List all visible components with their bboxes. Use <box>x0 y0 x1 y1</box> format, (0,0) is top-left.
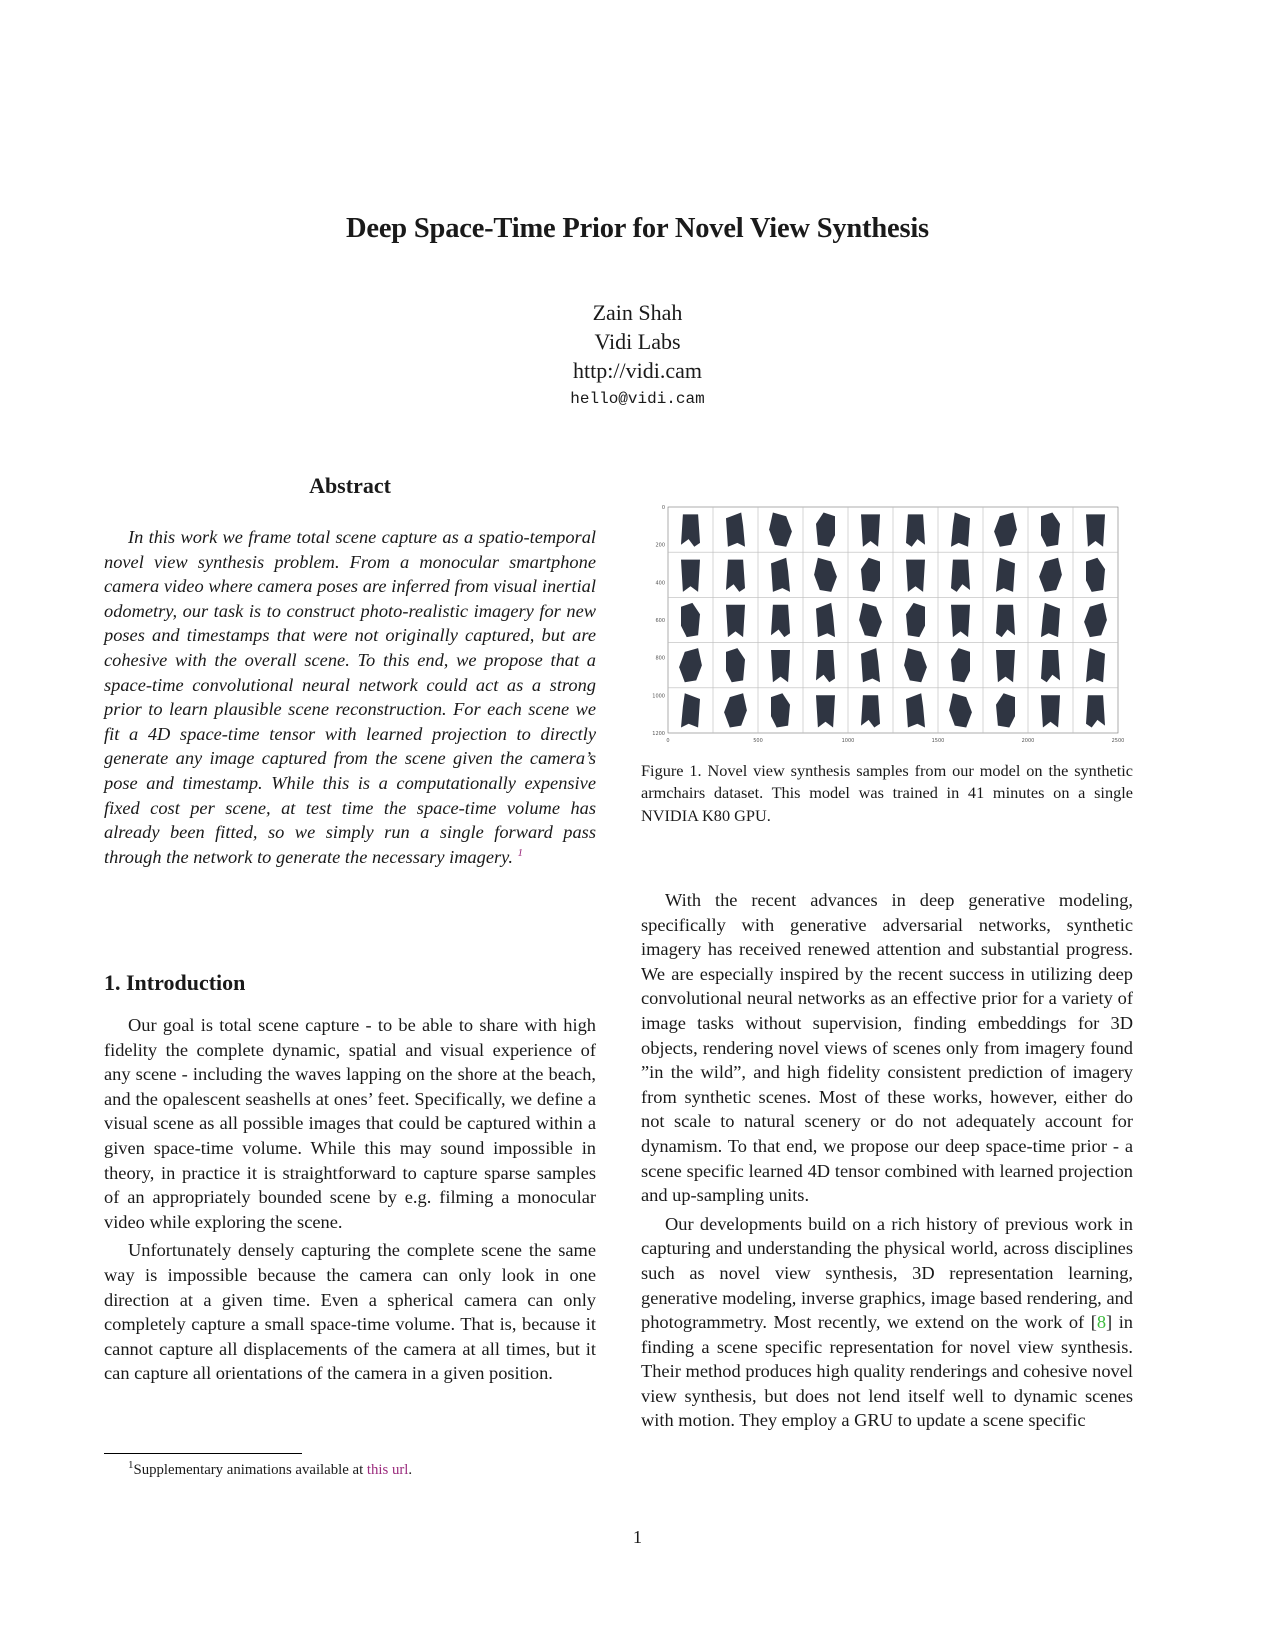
introduction-body <box>104 1013 596 1386</box>
author-block <box>0 298 1275 413</box>
right-paragraph-1: With the recent advances in deep generative modeling, specifically with generative adversarial networks, synthetic imagery has received renewed attention and substantial progress. We are especially inspired by the recent success in utilizing deep convolutional neural networks as an effective prior for a variety of image tasks without supervision, finding embeddings for 3D objects, rendering novel views of scenes only from imagery found ”in the wild”, and high fidelity consistent prediction of imagery from synthetic scenes. Most of these works, however, either do not scale to natural scenery or do not adequately account for dynamism. To that end, we propose our deep space-time prior - a scene specific learned 4D tensor combined with learned projection and up-sampling units. <box>641 890 1133 1206</box>
x-tick-label: 500 <box>753 738 763 744</box>
intro-paragraph-1: Our goal is total scene capture - to be able to share with high fidelity the complete dynamic, spatial and visual experience of any scene - including the waves lapping on the shore at the beach, and the opalescent seashells at ones’ feet. Specifically, we define a visual scene as all possible images that could be captured within a given space-time volume. While this may sound impossible in theory, in practice it is straightforward to capture sparse samples of an appropriately bounded scene by e.g. filming a monocular video while exploring the scene. <box>104 1015 596 1232</box>
y-tick-label: 600 <box>655 618 665 624</box>
introduction-heading: 1. Introduction <box>104 970 246 995</box>
y-tick-label: 0 <box>661 505 665 511</box>
y-tick-label: 1200 <box>652 731 665 737</box>
x-tick-label: 1500 <box>931 738 945 744</box>
abstract-body <box>104 525 596 869</box>
paper-title: Deep Space-Time Prior for Novel View Synthesis <box>346 213 929 244</box>
abstract-heading: Abstract <box>309 473 391 498</box>
x-tick-label: 2000 <box>1021 738 1035 744</box>
y-tick-label: 400 <box>655 580 665 587</box>
citation-link[interactable]: 8 <box>1096 1312 1107 1333</box>
author-affiliation: Vidi Labs <box>594 329 681 354</box>
right-paragraph-2-start: Our developments build on a rich history of previous work in capturing and understanding the physical world, across disciplines such as novel view synthesis, 3D representation learning, generative modeling, inverse graphics, image based rendering, and photogrammetry. Most recently, we extend on the work of [ <box>641 1213 1133 1333</box>
x-tick-label: 0 <box>666 738 670 744</box>
author-website: http://vidi.cam <box>573 358 702 383</box>
author-email: hello@vidi.cam <box>570 390 705 408</box>
abstract-text: In this work we frame total scene capture as a spatio-temporal novel view synthesis problem. From a monocular smartphone camera video where camera poses are inferred from visual inertial odometry, our task is to construct photo-realistic imagery for new poses and timestamps that were not originally captured, but are cohesive with the overall scene. To this end, we propose that a space-time convolutional neural network could act as a strong prior to learn plausible scene reconstruction. For each scene we fit a 4D space-time tensor with learned projection to directly generate any image captured from the scene given the camera’s pose and timestamp. While this is a computationally expensive fixed cost per scene, at test time the space-time volume has already been fitted, so we simply run a single forward pass through the network to generate the necessary imagery. <box>104 527 596 867</box>
author-name: Zain Shah <box>592 300 683 325</box>
figure-caption: Figure 1. Novel view synthesis samples from our model on the synthetic armchairs dataset. This model was trained in 41 minutes on a single NVIDIA K80 GPU. <box>641 761 1133 825</box>
y-tick-label: 1000 <box>652 693 665 700</box>
footnote-ref[interactable]: 1 <box>517 846 524 859</box>
x-tick-label: 1000 <box>841 738 855 744</box>
x-tick-label: 2500 <box>1111 738 1125 744</box>
page-number: 1 <box>632 1527 643 1547</box>
footnote-rule <box>104 1453 302 1454</box>
intro-paragraph-2: Unfortunately densely capturing the complete scene the same way is impossible because the camera can only look in one direction at a given time. Even a spherical camera can only completely capture a small space-time volume. That is, because it cannot capture all displacements of the camera at all times, but it can capture all orientations of the camera in a given position. <box>104 1240 596 1384</box>
footnote-mark: 1 <box>128 1459 134 1472</box>
y-tick-label: 200 <box>655 542 665 549</box>
footnote-link[interactable]: this url <box>366 1462 409 1478</box>
footnote <box>104 1460 596 1480</box>
y-tick-label: 800 <box>655 655 665 662</box>
right-paragraph-2 <box>641 1212 1133 1433</box>
footnote-end: . <box>408 1462 413 1478</box>
footnote-text: Supplementary animations available at <box>133 1462 367 1478</box>
figure-armchair-grid <box>646 505 1132 747</box>
right-column-body <box>641 888 1133 1433</box>
right-paragraph-2-end: ] in finding a scene specific representation for novel view synthesis. Their method produces high quality renderings and cohesive novel view synthesis, but does not lend itself well to dynamic scenes with motion. They employ a GRU to update a scene specific <box>641 1312 1133 1431</box>
